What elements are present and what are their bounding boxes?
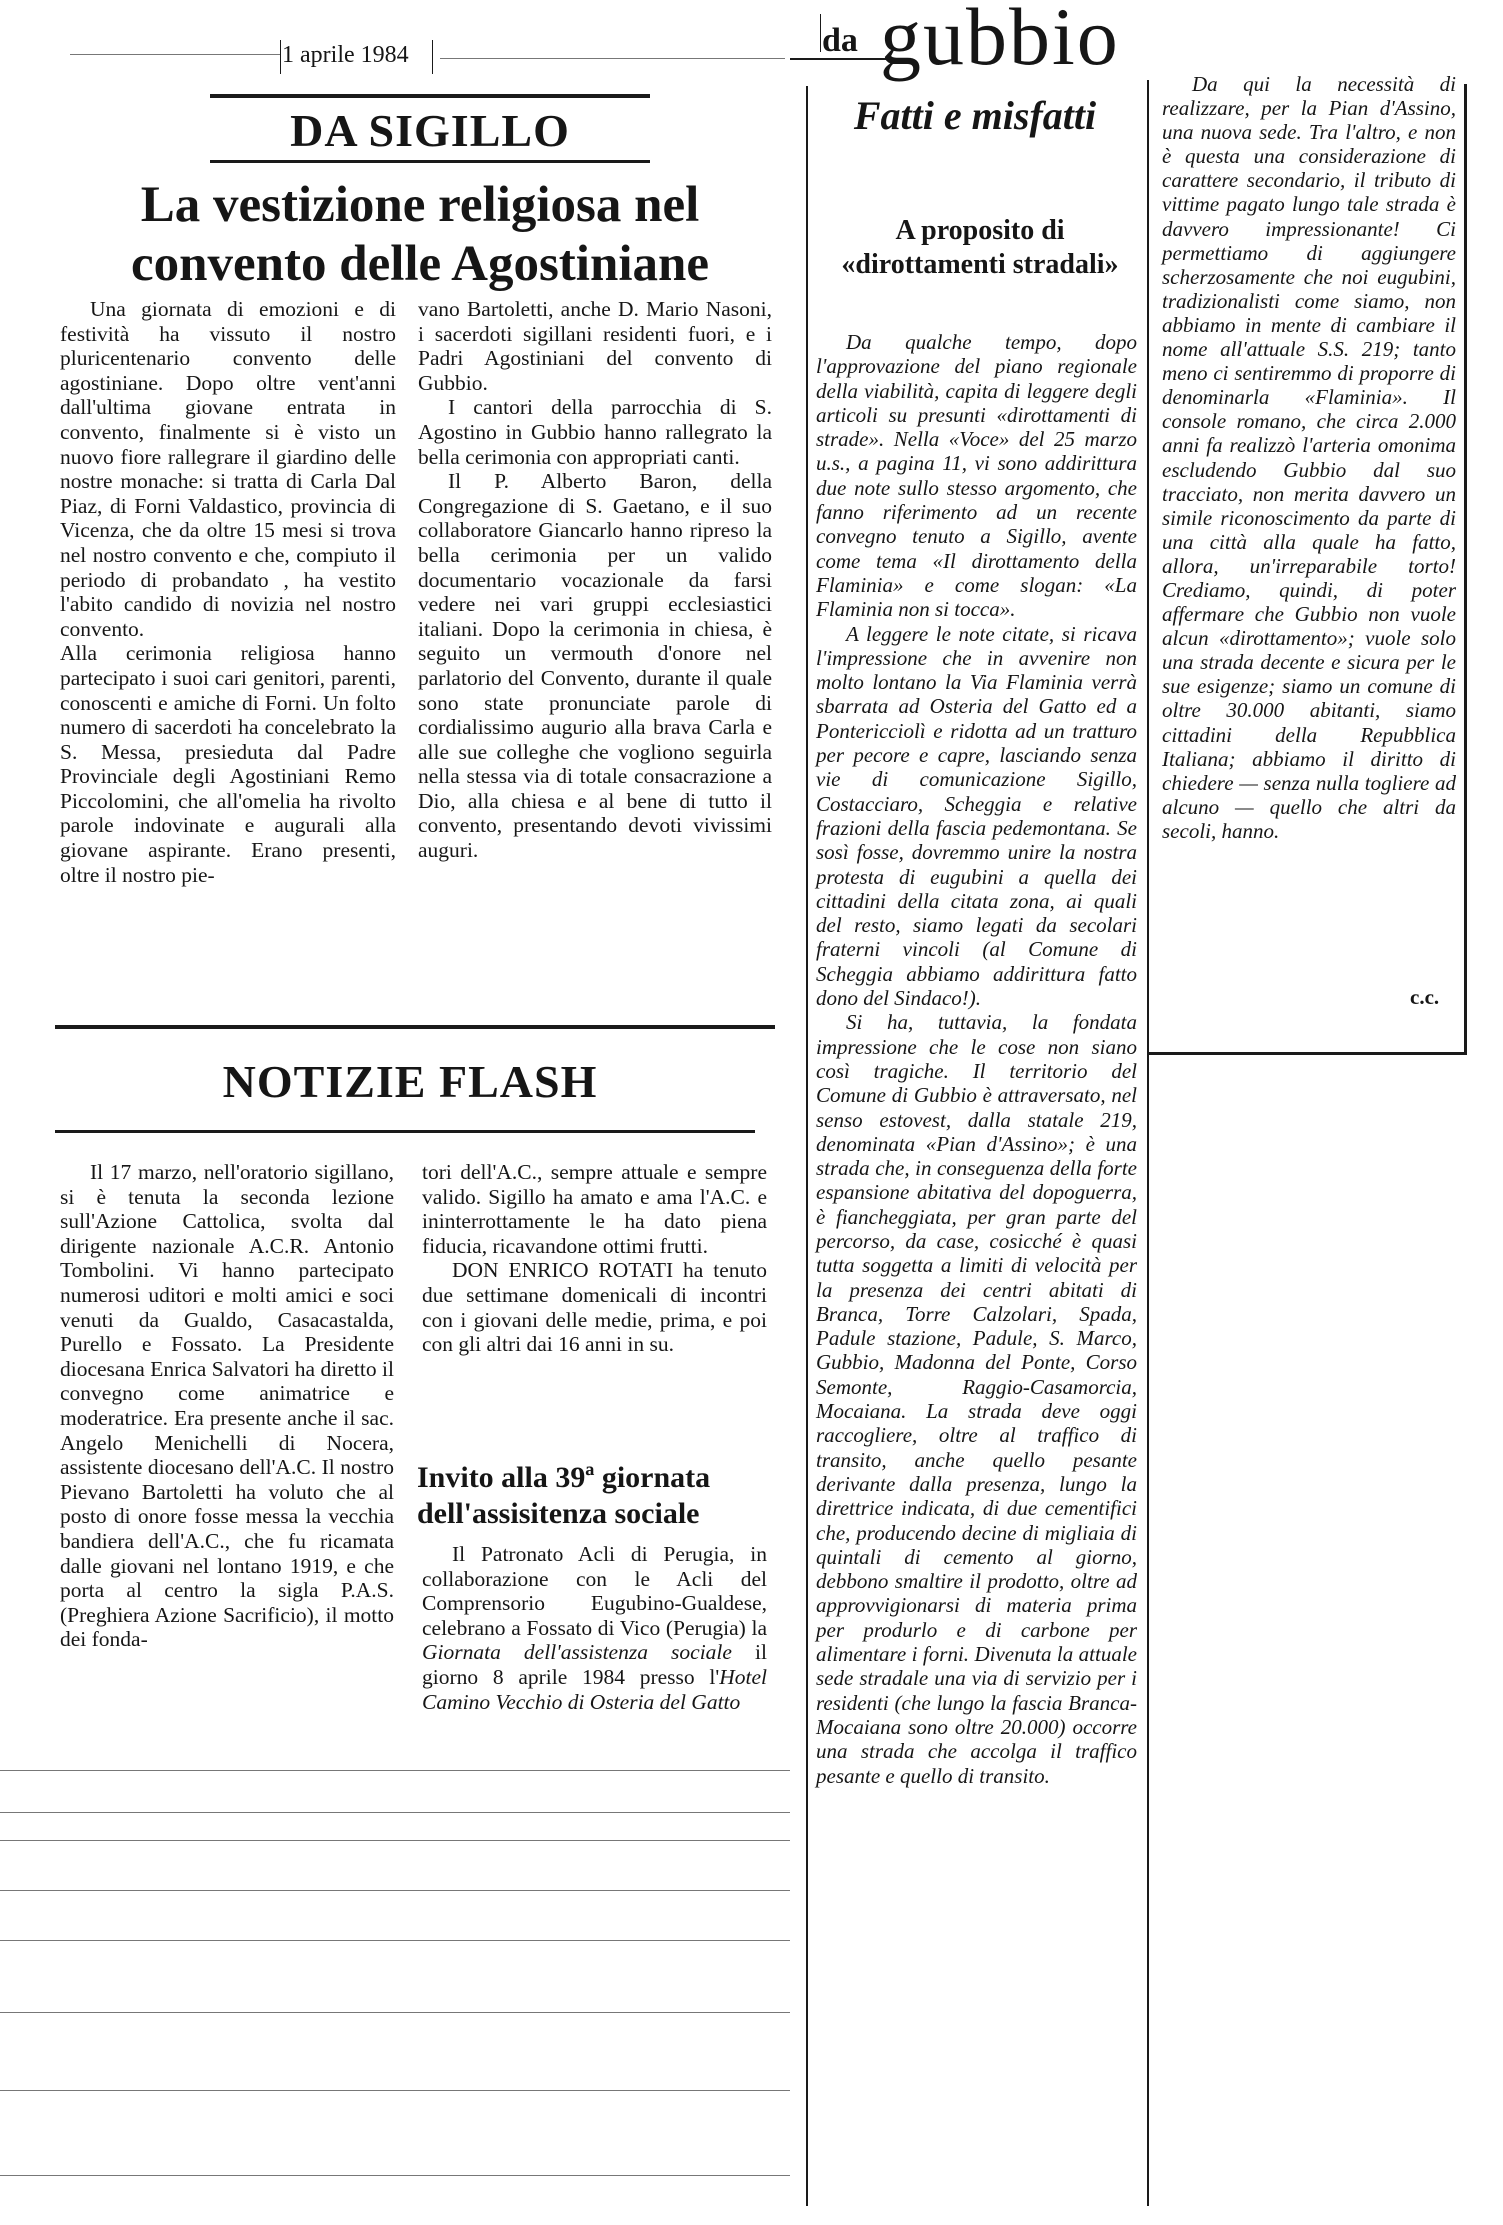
top-rule-right [440, 58, 785, 59]
scan-line [0, 1812, 790, 1813]
article-paragraph: vano Bartoletti, anche D. Mario Nasoni, i sacerdoti sigillani residenti fuori, e i Padri Agostiniani del convento di Gubbio. [418, 297, 772, 395]
invito-event: Giornata dell'assistenza sociale [422, 1640, 732, 1665]
invito-paragraph [422, 1542, 767, 1714]
scan-line [0, 2090, 790, 2091]
right-paragraph: A leggere le note citate, si ricava l'impressione che in avvenire non molto lontano la Via Flaminia verrà sbarrata ad Osteria del Gatto ed a Pontericciolì e ridotta ad un tratturo per pecore e capre, lasciando senza vie di comunicazione Sigillo, Costacciaro, Scheggia e relative frazioni della fascia pedemontana. Se sosì fosse, dovremmo unire la nostra protesta di eugubini a quella dei cittadini della citata zona, ai quali del resto, siamo legati da secolari fraterni vincoli (al Comune di Scheggia abbiamo addirittura fatto dono del Sindaco!). [816, 621, 1137, 1011]
invito-venue: Hotel Camino Vecchio di Osteria del Gatto [422, 1664, 767, 1714]
article-paragraph: Alla cerimonia religiosa hanno partecipato i suoi cari genitori, parenti, conoscenti e amiche di Forni. Un folto numero di sacerdoti ha concelebrato la S. Messa, presieduta dal Padre Provinciale degli Agostiniani Remo Piccolomini, che all'omelia ha rivolto parole indovinate e augurali alla giovane aspirante. Erano presenti, oltre il nostro pie- [60, 641, 396, 887]
invito-text: Il Patronato Acli di Perugia, in collaborazione con le Acli del Comprensorio Eugubino-Gualdese, celebrano a Fossato di Vico (Perugia) la [422, 1542, 767, 1640]
box-bottom-rule [1147, 1052, 1467, 1055]
right-column-1 [816, 330, 1137, 1788]
date-box-right [432, 40, 433, 74]
flash-title: NOTIZIE FLASH [222, 1056, 598, 1107]
issue-date: 1 aprile 1984 [282, 42, 409, 68]
article-paragraph: Il P. Alberto Baron, della Congregazione di S. Gaetano, e il suo collaboratore Giancarlo hanno ripreso la bella cerimonia per un valido documentario vocazionale da farsi vedere nei vari gruppi ecclesiastici italiani. Dopo la cerimonia in chiesa, è seguito un vermouth d'onore nel parlatorio del Convento, durante il quale sono state pronunciate parole di cordialissimo augurio alla brava Carla e alle sue colleghe che vogliono seguirla nella stessa via di totale consacrazione a Dio, alla chiesa e al bene di tutto il convento, presentando devoti vivissimi auguri. [418, 469, 772, 863]
article-paragraph: I cantori della parrocchia di S. Agostino in Gubbio hanno rallegrato la bella cerimonia con appropriati canti. [418, 395, 772, 469]
right-paragraph: Da qualche tempo, dopo l'approvazione del piano regionale della viabilità, capita di leggere degli articoli su presunti «dirottamenti di strade». Nella «Voce» del 25 marzo u.s., a pagina 11, vi sono addirittura due note sullo stesso argomento, che fanno riferimento ad un recente convegno tenuto a Sigillo, avente come tema «Il dirottamento della Flaminia» e come slogan: «La Flaminia non si tocca». [816, 330, 1137, 622]
top-rule-left [70, 54, 280, 55]
right-headline: Fatti e misfatti [853, 93, 1097, 138]
article-column-2 [418, 297, 772, 863]
article-headline: La vestizione religiosa nel convento delle Agostiniane [130, 177, 709, 292]
author-signature: c.c. [1410, 985, 1440, 1009]
section-rule-top [210, 94, 650, 98]
right-subhead: A proposito di «dirottamenti stradali» [841, 215, 1119, 280]
column-border-mid [1147, 80, 1149, 2206]
article-paragraph: Una giornata di emozioni e di festività ha vissuto il nostro pluricentenario convento delle agostiniane. Dopo oltre vent'anni dall'ultima giovane entrata in convento, finalmente si è visto un nuovo fiore rallegrare il giardino delle nostre monache: si tratta di Carla Dal Piaz, di Forni Valdastico, provincia di Vicenza, che da oltre 15 mesi si trova nel nostro convento e che, compiuto il periodo di probandato , ha vestito l'abito candido di novizia nel nostro convento. [60, 297, 396, 641]
flash-column-2 [422, 1160, 767, 1357]
scan-line [0, 1840, 790, 1841]
scan-line [0, 2175, 790, 2176]
section-title: DA SIGILLO [290, 105, 570, 156]
invito-column [422, 1542, 767, 1714]
masthead-title: gubbio [880, 0, 1120, 82]
section-rule-bottom [210, 160, 650, 163]
scan-line [0, 1890, 790, 1891]
scan-line [0, 2012, 790, 2013]
scan-line [0, 1940, 790, 1941]
right-column-2 [1162, 72, 1456, 843]
flash-rule-bottom [55, 1130, 755, 1133]
scan-line [0, 1770, 790, 1771]
invito-text-2: il giorno 8 aprile 1984 presso l' [422, 1640, 767, 1689]
date-box-left [280, 40, 281, 74]
flash-paragraph: tori dell'A.C., sempre attuale e sempre valido. Sigillo ha amato e ama l'A.C. e ininterrottamente le ha dato piena fiducia, ricavandone ottimi frutti. [422, 1160, 767, 1258]
masthead-prefix: da [822, 22, 858, 59]
column-border-left [806, 86, 808, 2206]
invito-headline: Invito alla 39ª giornata dell'assisitenza sociale [417, 1461, 711, 1530]
right-paragraph: Si ha, tuttavia, la fondata impressione che le cose non siano così tragiche. Il territorio del Comune di Gubbio è attraversato, nel senso estovest, dalla statale 219, denominata «Pian d'Assino»; è una strada che, in conseguenza della forte espansione abitativa del dopoguerra, è fiancheggiata, per gran parte del percorso, da case, cosicché è quasi tutta soggetta a limiti di velocità per la presenza dei centri abitati di Branca, Torre Calzolari, Spada, Padule stazione, Padule, S. Marco, Gubbio, Madonna del Ponte, Corso Semonte, Raggio-Casamorcia, Mocaiana. La strada deve oggi raccogliere, oltre al traffico di transito, anche quello pesante derivante dalla presenza, lungo la direttrice indicata, di due cementifici che, producendo decine di migliaia di quintali di cemento al giorno, debbono smaltire il prodotto, oltre ad approvvigionarsi di materia prima per produrlo e di carbone per alimentare i forni. Divenuta la attuale sede stradale una via di servizio per i residenti (che lungo la fascia Branca-Mocaiana sono oltre 20.000) occorre una strada che accolga il traffico pesante e quello di transito. [816, 1010, 1137, 1788]
flash-paragraph: DON ENRICO ROTATI ha tenuto due settimane domenicali di incontri con i giovani delle medie, prima, e poi con gli altri dai 16 anni in su. [422, 1258, 767, 1357]
flash-column-1 [60, 1160, 394, 1652]
flash-paragraph: Il 17 marzo, nell'oratorio sigillano, si è tenuta la seconda lezione sull'Azione Cattolica, svolta dal dirigente nazionale A.C.R. Antonio Tombolini. Vi hanno partecipato numerosi uditori e molti amici e soci venuti da Gualdo, Casacastalda, Purello e Fossato. La Presidente diocesana Enrica Salvatori ha diretto il convegno come animatrice e moderatrice. Era presente anche il sac. Angelo Menichelli di Nocera, assistente diocesano dell'A.C. Il nostro Pievano Bartoletti ha voluto che al posto di onore fosse messa la vecchia bandiera dell'A.C., che fu ricamata dalle giovani nel lontano 1919, e che porta al centro la sigla P.A.S. (Preghiera Azione Sacrificio), il motto dei fonda- [60, 1160, 394, 1652]
masthead-tick [820, 14, 821, 52]
right-paragraph: Da qui la necessità di realizzare, per la Pian d'Assino, una nuova sede. Tra l'altro, e non è questa una considerazione di carattere secondario, il tributo di vittime pagato lungo tale strada è davvero impressionante! Ci permettiamo di aggiungere scherzosamente che noi eugubini, tradizionalisti come siamo, non abbiamo in mente di cambiare il nome all'attuale S.S. 219; tanto meno ci sentiremmo di proporre di denominarla «Flaminia». Il console romano, che circa 2.000 anni fa realizzò l'arteria omonima escludendo Gubbio dal suo tracciato, non merita davvero un simile riconoscimento da parte di una città alla quale ha fatto, allora, un'irreparabile torto! Crediamo, quindi, di poter affermare che Gubbio non vuole alcun «dirottamento»; vuole solo una strada decente e sicura per le sue esigenze; siamo un comune di oltre 30.000 abitanti, siamo cittadini della Repubblica Italiana; abbiamo il diritto di chiedere — senza nulla togliere ad alcuno — quello che altri da secoli, hanno. [1162, 72, 1456, 843]
article-column-1 [60, 297, 396, 887]
flash-rule-top [55, 1025, 775, 1029]
column-border-right [1464, 84, 1467, 1054]
